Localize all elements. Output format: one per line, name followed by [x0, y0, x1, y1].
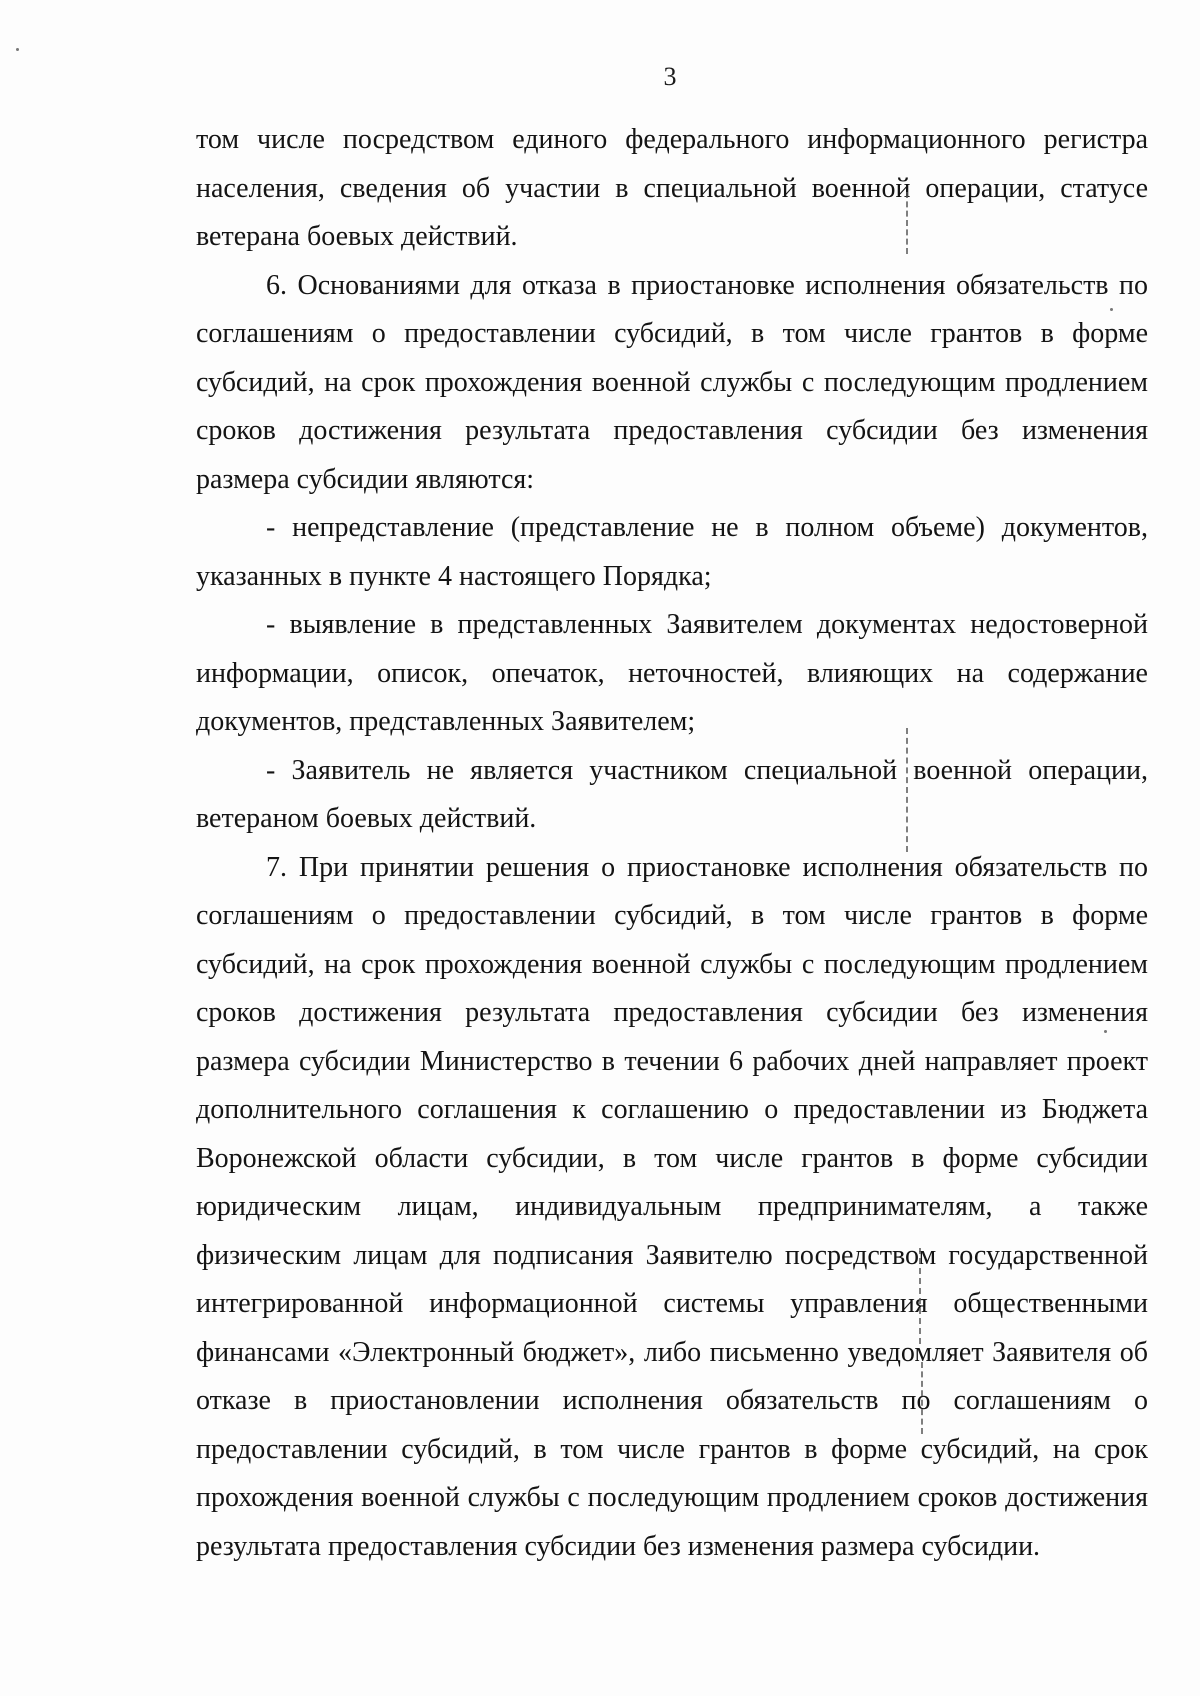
scan-artifact-dot	[16, 48, 19, 51]
list-item-inaccurate-info: - выявление в представленных Заявителем документах недостоверной информации, описок, опечаток, неточностей, влияющих на содержание документов, представленных Заявителем;	[196, 609, 1148, 737]
list-item-not-participant: - Заявитель не является участником специальной военной операции, ветераном боевых действий.	[196, 754, 1148, 834]
scan-artifact-line	[921, 1362, 923, 1434]
scan-artifact-line	[906, 192, 908, 254]
scan-artifact-line	[919, 1248, 921, 1344]
list-item-documents-missing: - непредставление (представление не в полном объеме) документов, указанных в пункте 4 настоящего Порядка;	[196, 512, 1148, 592]
page-number: 3	[663, 62, 677, 91]
scan-artifact-dot	[1110, 308, 1113, 311]
paragraph-clause-7: 7. При принятии решения о приостановке исполнения обязательств по соглашениям о предоставлении субсидий, в том числе грантов в форме субсидий, на срок прохождения военной службы с последующим продлением сроков достижения результата предоставления субсидии без изменения размера субсидии Министерство в течении 6 рабочих дней направляет проект дополнительного соглашения к соглашению о предоставлении из Бюджета Воронежской области субсидии, в том числе грантов в форме субсидии юридическим лицам, индивидуальным предпринимателям, а также физическим лицам для подписания Заявителю посредством государственной интегрированной информационной системы управления общественными финансами «Электронный бюджет», либо письменно уведомляет Заявителя об отказе в приостановлении исполнения обязательств по соглашениям о предоставлении субсидий, в том числе грантов в форме субсидий, на срок прохождения военной службы с последующим продлением сроков достижения результата предоставления субсидии без изменения размера субсидии.	[196, 851, 1148, 1562]
scan-artifact-line	[906, 728, 908, 852]
paragraph-continuation: том числе посредством единого федерального информационного регистра населения, сведения об участии в специальной военной операции, статусе ветерана боевых действий.	[196, 124, 1148, 252]
document-body	[196, 116, 1148, 1571]
scan-artifact-dot	[1104, 1030, 1107, 1033]
paragraph-clause-6: 6. Основаниями для отказа в приостановке исполнения обязательств по соглашениям о предоставлении субсидий, в том числе грантов в форме субсидий, на срок прохождения военной службы с последующим продлением сроков достижения результата предоставления субсидии без изменения размера субсидии являются:	[196, 269, 1148, 495]
